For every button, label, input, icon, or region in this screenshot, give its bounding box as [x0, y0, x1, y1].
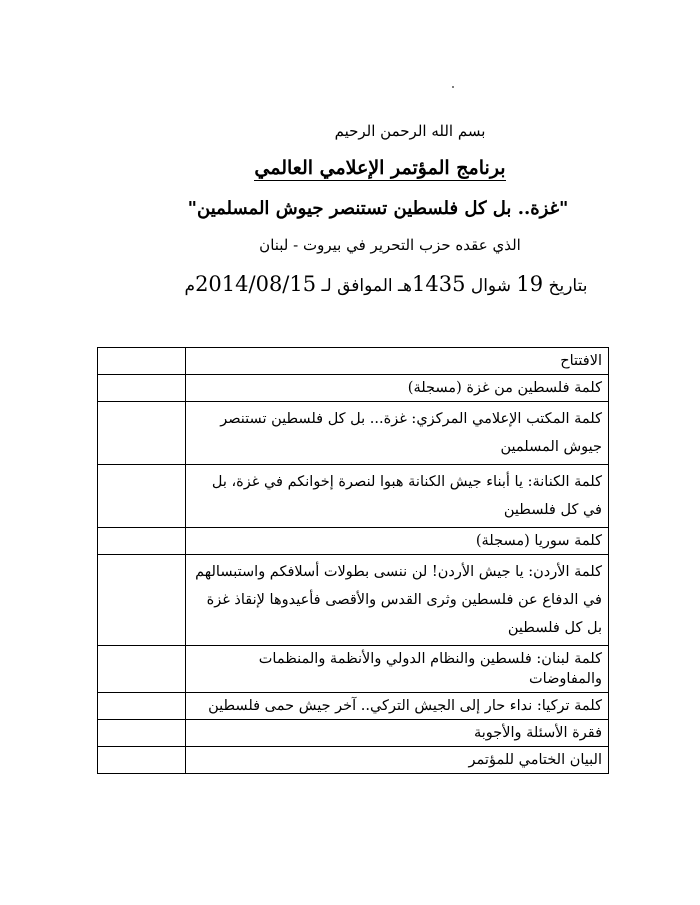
program-item: فقرة الأسئلة والأجوبة	[186, 720, 609, 747]
table-row	[98, 555, 609, 646]
table-row	[98, 646, 609, 693]
date-line	[36, 272, 700, 296]
gregorian-suffix: م	[184, 276, 196, 296]
program-item: كلمة الأردن: يا جيش الأردن! لن ننسى بطولات أسلافكم واستبسالهم في الدفاع عن فلسطين وثرى القدس والأقصى فأعيدوها لإنقاذ غزة بل كل فلسطين	[186, 555, 609, 646]
empty-cell	[98, 402, 186, 465]
program-item: الافتتاح	[186, 348, 609, 375]
program-item: كلمة الكنانة: يا أبناء جيش الكنانة هبوا لنصرة إخوانكم في غزة، بل في كل فلسطين	[186, 465, 609, 528]
empty-cell	[98, 720, 186, 747]
document-title	[30, 157, 700, 179]
program-item: كلمة سوريا (مسجلة)	[186, 528, 609, 555]
empty-cell	[98, 465, 186, 528]
organizer-line: الذي عقده حزب التحرير في بيروت - لبنان	[259, 236, 521, 254]
hijri-year: 1435	[411, 272, 466, 296]
empty-cell	[98, 375, 186, 402]
document-title-text: برنامج المؤتمر الإعلامي العالمي	[254, 157, 506, 179]
empty-cell	[98, 348, 186, 375]
table-row	[98, 747, 609, 774]
empty-cell	[98, 693, 186, 720]
program-item: كلمة لبنان: فلسطين والنظام الدولي والأنظمة والمنظمات والمفاوضات	[186, 646, 609, 693]
program-item: البيان الختامي للمؤتمر	[186, 747, 609, 774]
program-item: كلمة فلسطين من غزة (مسجلة)	[186, 375, 609, 402]
empty-cell	[98, 528, 186, 555]
table-row	[98, 348, 609, 375]
empty-cell	[98, 747, 186, 774]
table-row	[98, 528, 609, 555]
empty-cell	[98, 646, 186, 693]
gregorian-date: 2014/08/15	[195, 272, 317, 296]
table-row	[98, 693, 609, 720]
table-row	[98, 402, 609, 465]
stray-mark	[452, 86, 454, 88]
table-row	[98, 465, 609, 528]
conference-slogan: "غزة.. بل كل فلسطين تستنصر جيوش المسلمين"	[187, 198, 569, 219]
program-item: كلمة تركيا: نداء حار إلى الجيش التركي.. آخر جيش حمى فلسطين	[186, 693, 609, 720]
program-item: كلمة المكتب الإعلامي المركزي: غزة... بل كل فلسطين تستنصر جيوش المسلمين	[186, 402, 609, 465]
table-row	[98, 375, 609, 402]
table-row	[98, 720, 609, 747]
date-prefix: بتاريخ	[548, 276, 588, 296]
hijri-day: 19	[516, 272, 544, 296]
empty-cell	[98, 555, 186, 646]
basmala: بسم الله الرحمن الرحيم	[334, 122, 486, 140]
hijri-suffix: هـ الموافق لـ	[321, 276, 412, 296]
program-table	[97, 347, 609, 774]
hijri-month: شوال	[470, 276, 511, 296]
